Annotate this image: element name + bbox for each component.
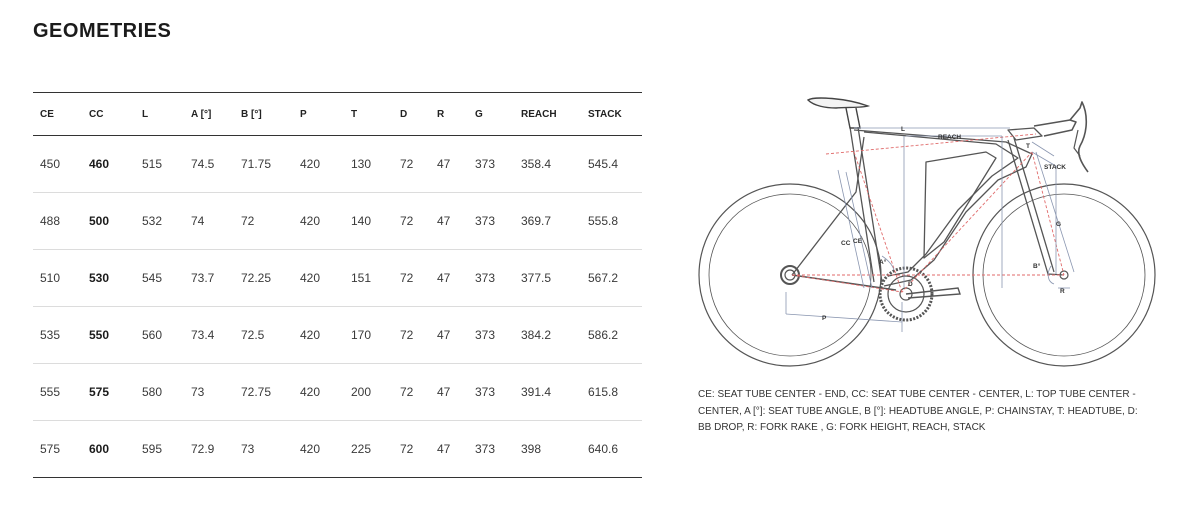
table-cell: 373 [468,364,514,421]
table-cell: 72.9 [184,421,234,478]
label-p: P [822,315,827,322]
table-cell: 500 [82,193,135,250]
table-cell: 225 [344,421,393,478]
table-header-row [33,93,642,136]
table-cell: 420 [293,250,344,307]
table-cell: 47 [430,364,468,421]
table-cell: 72 [393,364,430,421]
table-cell: 373 [468,250,514,307]
table-row [33,307,642,364]
table-cell: 73.4 [184,307,234,364]
table-cell: 595 [135,421,184,478]
page-title: GEOMETRIES [33,20,172,42]
table-cell: 200 [344,364,393,421]
table-cell: 373 [468,307,514,364]
table-cell: 384.2 [514,307,581,364]
column-header-t: T [344,93,393,136]
geometry-lines [792,134,1064,292]
table-row [33,250,642,307]
table-cell: 398 [514,421,581,478]
label-b: B° [1033,263,1041,270]
table-cell: 600 [82,421,135,478]
label-d: D [908,281,913,288]
table-row [33,364,642,421]
table-cell: 532 [135,193,184,250]
column-header-cc: CC [82,93,135,136]
table-cell: 74 [184,193,234,250]
table-cell: 73 [234,421,293,478]
table-cell: 460 [82,136,135,193]
drivetrain [781,266,960,320]
table-cell: 391.4 [514,364,581,421]
table-cell: 567.2 [581,250,642,307]
table-cell: 545.4 [581,136,642,193]
table-cell: 170 [344,307,393,364]
column-header-a: A [°] [184,93,234,136]
label-reach: REACH [938,134,962,141]
table-cell: 373 [468,136,514,193]
table-cell: 72 [393,307,430,364]
table-cell: 488 [33,193,82,250]
bike-geometry-diagram [696,92,1160,377]
column-header-l: L [135,93,184,136]
dimension-labels [822,126,1066,322]
label-r: R [1060,288,1065,295]
table-cell: 450 [33,136,82,193]
table-cell: 140 [344,193,393,250]
table-cell: 420 [293,364,344,421]
table-cell: 640.6 [581,421,642,478]
table-cell: 377.5 [514,250,581,307]
table-cell: 47 [430,421,468,478]
table-cell: 535 [33,307,82,364]
column-header-p: P [293,93,344,136]
table-cell: 72 [393,193,430,250]
table-cell: 530 [82,250,135,307]
saddle-and-seatpost [808,98,868,128]
table-cell: 545 [135,250,184,307]
label-g: G [1056,221,1062,228]
table-cell: 420 [293,307,344,364]
table-cell: 72.75 [234,364,293,421]
table-cell: 575 [82,364,135,421]
column-header-ce: CE [33,93,82,136]
table-cell: 130 [344,136,393,193]
table-cell: 555.8 [581,193,642,250]
label-t: T [1026,143,1030,150]
table-cell: 586.2 [581,307,642,364]
table-cell: 373 [468,193,514,250]
column-header-g: G [468,93,514,136]
table-cell: 73.7 [184,250,234,307]
table-row [33,193,642,250]
table-cell: 72 [393,421,430,478]
label-l: L [901,126,905,133]
table-cell: 550 [82,307,135,364]
table-cell: 580 [135,364,184,421]
table-cell: 47 [430,307,468,364]
table-cell: 369.7 [514,193,581,250]
label-cc: CC [841,240,851,247]
table-cell: 358.4 [514,136,581,193]
column-header-d: D [393,93,430,136]
table-cell: 373 [468,421,514,478]
table-cell: 555 [33,364,82,421]
table-row [33,136,642,193]
table-cell: 47 [430,136,468,193]
label-stack: STACK [1044,164,1066,171]
column-header-reach: REACH [514,93,581,136]
table-cell: 420 [293,193,344,250]
table-cell: 74.5 [184,136,234,193]
table-cell: 420 [293,136,344,193]
table-cell: 47 [430,193,468,250]
column-header-b: B [°] [234,93,293,136]
table-cell: 47 [430,250,468,307]
table-cell: 575 [33,421,82,478]
table-cell: 72 [393,250,430,307]
table-cell: 560 [135,307,184,364]
geometry-legend: CE: SEAT TUBE CENTER - END, CC: SEAT TUBE CENTER - CENTER, L: TOP TUBE CENTER - CENTER, A [°]: SEAT TUBE ANGLE, B [°]: HEADTUBE ANGLE, P: CHAINSTAY, T: HEADTUBE, D: BB DROP, R: FORK RAKE , G: FORK HEIGHT, REACH, STACK [698,389,1138,433]
table-cell: 420 [293,421,344,478]
table-cell: 515 [135,136,184,193]
table-cell: 72 [393,136,430,193]
geometry-table [33,92,642,478]
table-cell: 510 [33,250,82,307]
table-cell: 615.8 [581,364,642,421]
table-cell: 72.25 [234,250,293,307]
table-cell: 71.75 [234,136,293,193]
table-cell: 72.5 [234,307,293,364]
table-cell: 73 [184,364,234,421]
label-a: A° [879,259,887,266]
label-ce: CE [853,238,863,245]
table-cell: 72 [234,193,293,250]
table-cell: 151 [344,250,393,307]
table-row [33,421,642,478]
column-header-stack: STACK [581,93,642,136]
column-header-r: R [430,93,468,136]
